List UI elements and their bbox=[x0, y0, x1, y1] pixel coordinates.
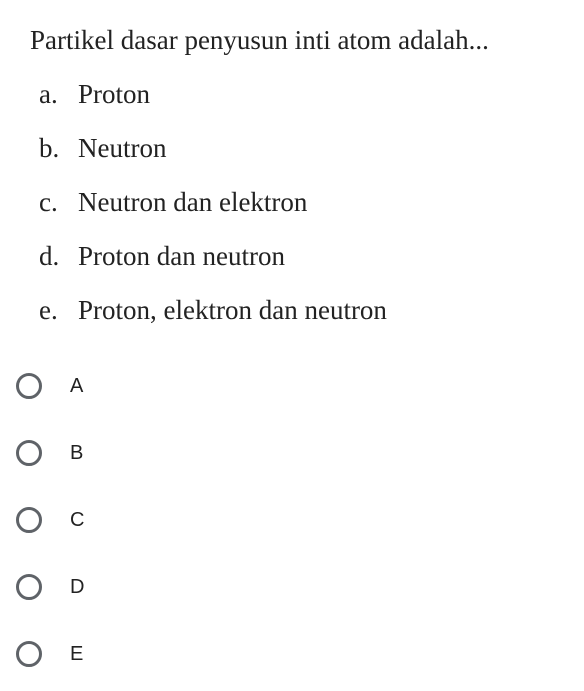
question-text: Partikel dasar penyusun inti atom adalah... bbox=[30, 25, 489, 55]
radio-option-c[interactable] bbox=[16, 486, 84, 553]
choice-letter: e. bbox=[39, 295, 58, 325]
answer-radio-group bbox=[16, 352, 84, 687]
choice-text: Neutron dan elektron bbox=[78, 187, 308, 217]
radio-option-b[interactable] bbox=[16, 419, 84, 486]
choice-item-b bbox=[39, 128, 387, 182]
choice-text: Proton bbox=[78, 79, 151, 109]
choice-item-e bbox=[39, 290, 387, 344]
radio-unchecked-icon[interactable] bbox=[16, 507, 42, 533]
radio-option-e[interactable] bbox=[16, 620, 84, 687]
choice-item-c bbox=[39, 182, 387, 236]
radio-unchecked-icon[interactable] bbox=[16, 440, 42, 466]
choice-letter: a. bbox=[39, 79, 58, 109]
radio-label[interactable]: E bbox=[70, 642, 84, 665]
radio-label[interactable]: D bbox=[70, 575, 85, 598]
radio-label[interactable]: A bbox=[70, 374, 84, 397]
choice-letter: d. bbox=[39, 241, 60, 271]
radio-option-a[interactable] bbox=[16, 352, 84, 419]
choice-text: Proton, elektron dan neutron bbox=[78, 295, 387, 325]
radio-label[interactable]: C bbox=[70, 508, 85, 531]
answer-choices-list bbox=[39, 74, 387, 344]
radio-option-d[interactable] bbox=[16, 553, 84, 620]
radio-unchecked-icon[interactable] bbox=[16, 574, 42, 600]
choice-letter: c. bbox=[39, 187, 58, 217]
choice-item-a bbox=[39, 74, 387, 128]
radio-unchecked-icon[interactable] bbox=[16, 373, 42, 399]
choice-text: Neutron bbox=[78, 133, 167, 163]
radio-unchecked-icon[interactable] bbox=[16, 641, 42, 667]
choice-text: Proton dan neutron bbox=[78, 241, 285, 271]
radio-label[interactable]: B bbox=[70, 441, 84, 464]
choice-item-d bbox=[39, 236, 387, 290]
choice-letter: b. bbox=[39, 133, 60, 163]
